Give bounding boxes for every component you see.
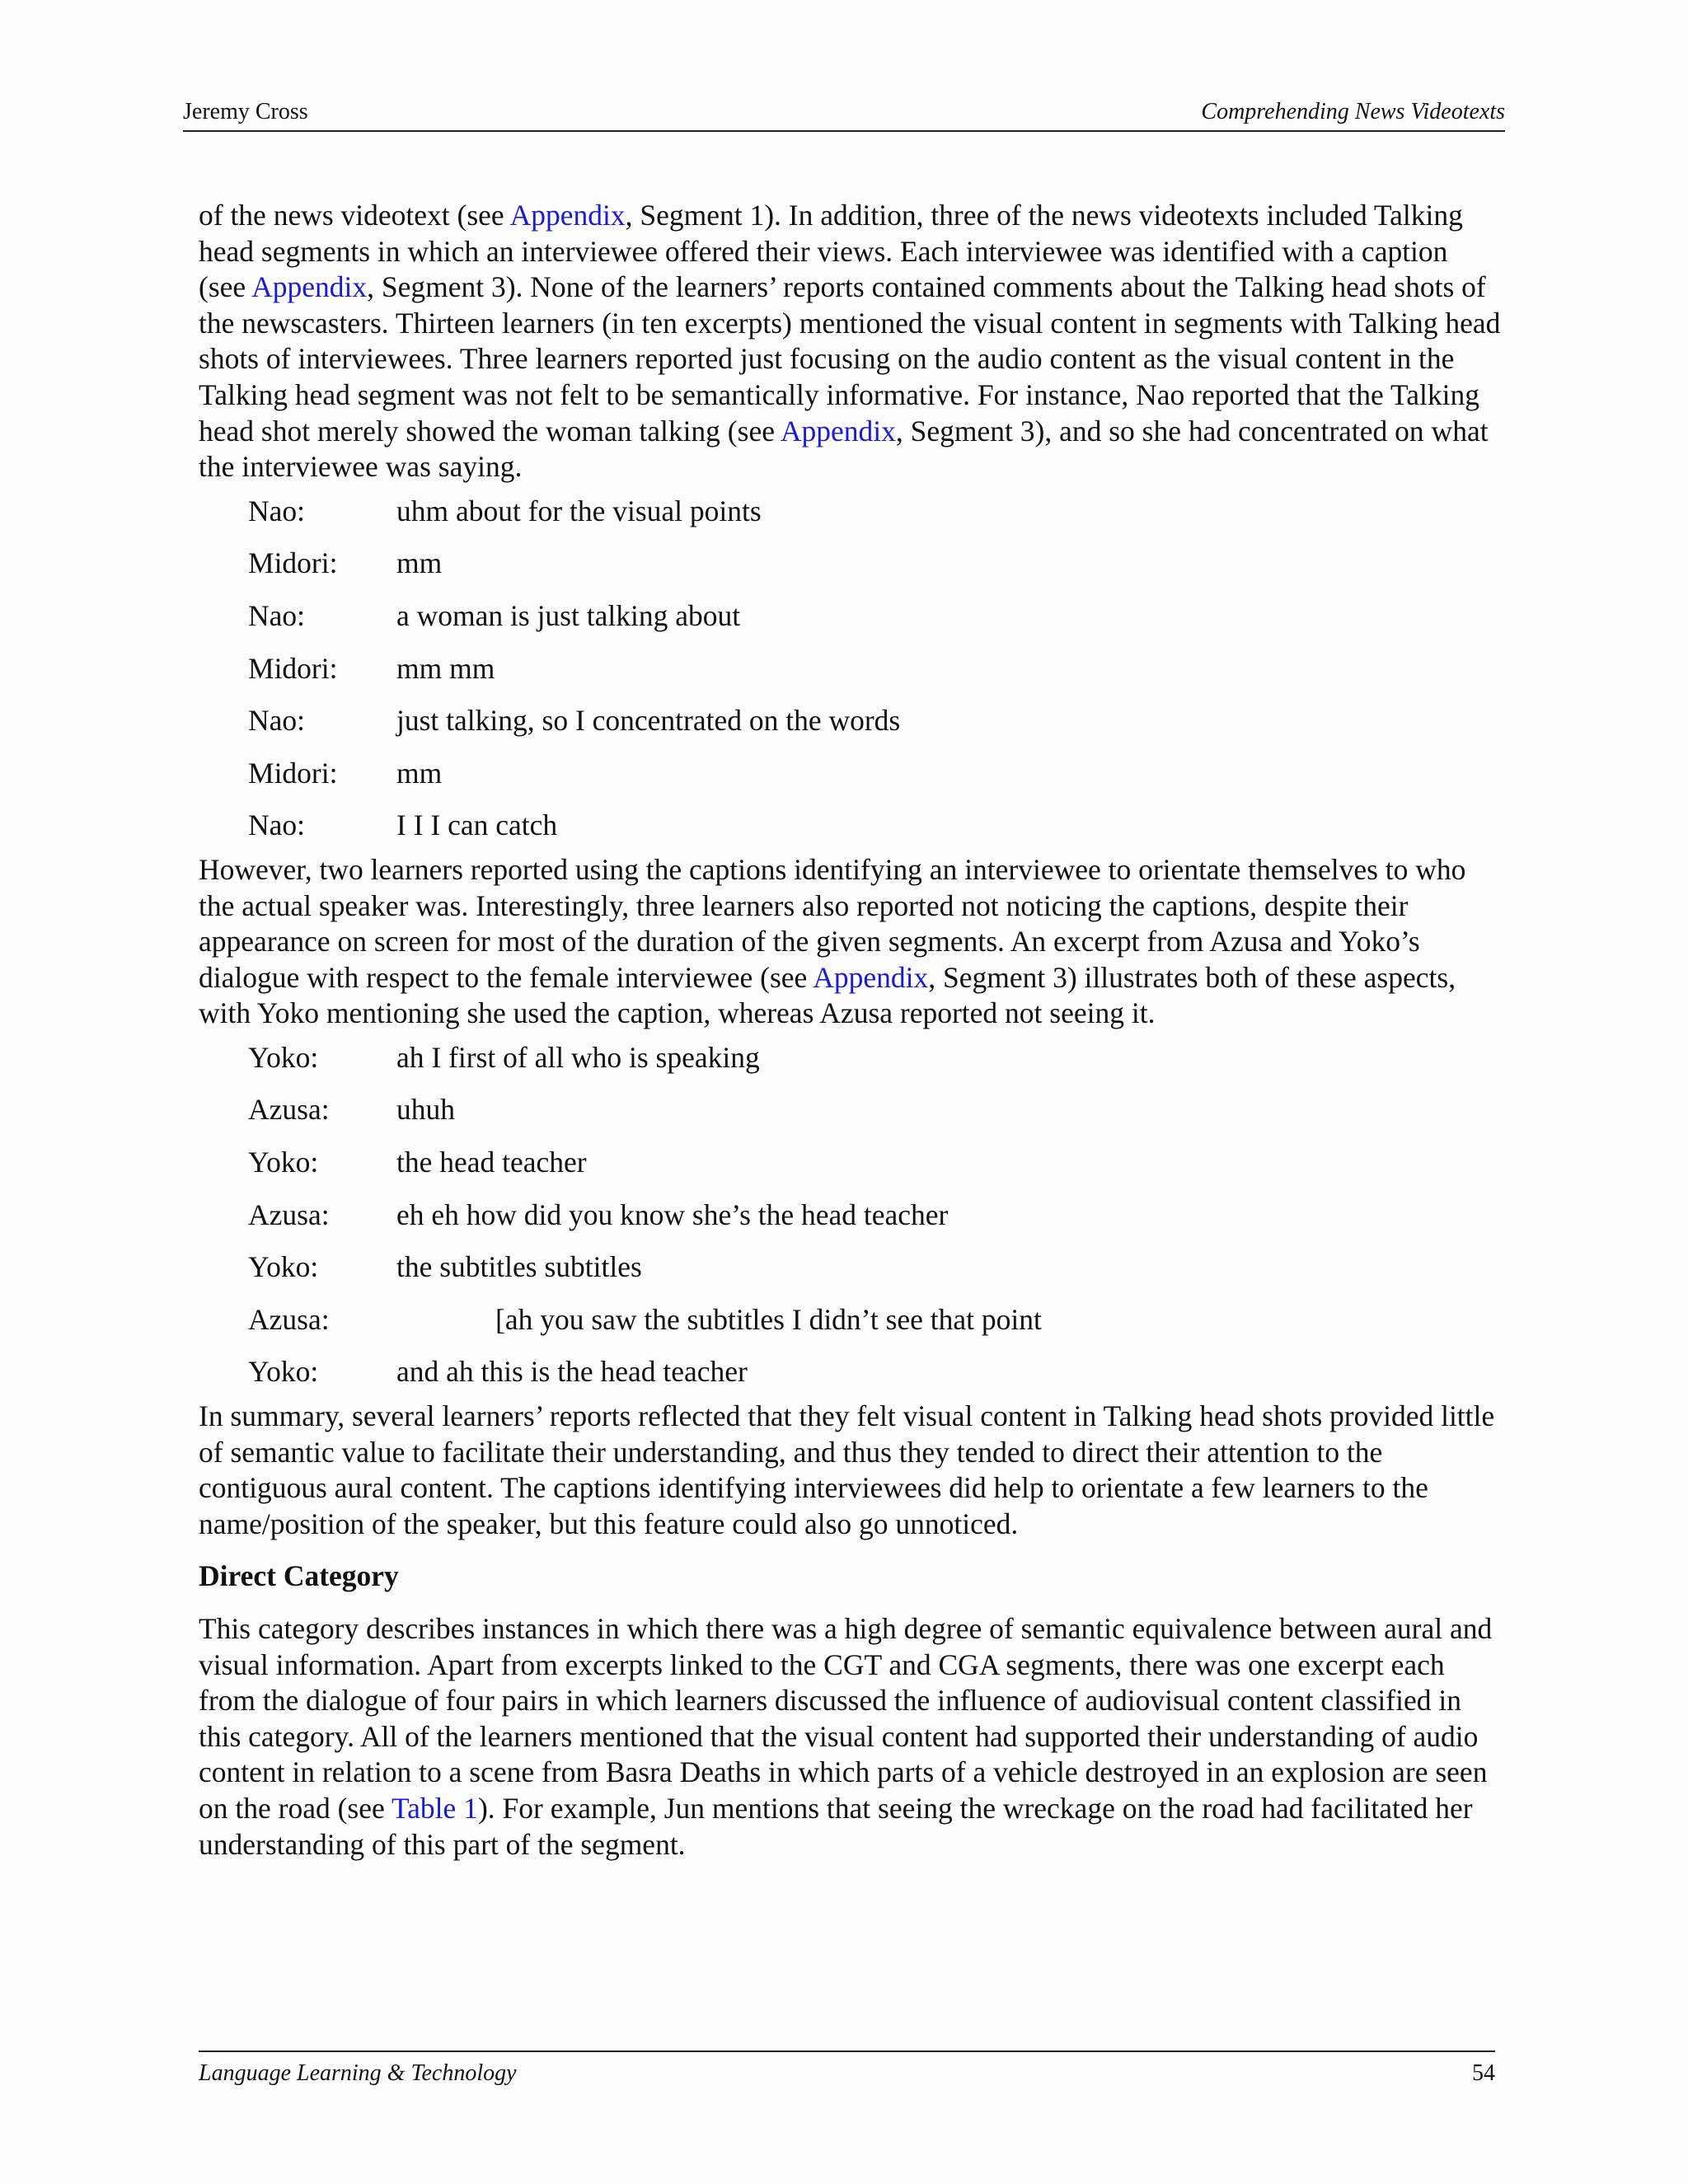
dialogue-turn	[199, 590, 1501, 643]
utterance: mm	[396, 546, 443, 580]
paragraph-2	[199, 852, 1501, 1032]
utterance: uhuh	[396, 1093, 455, 1127]
speaker-name: Azusa:	[248, 1302, 330, 1336]
utterance: mm mm	[396, 651, 495, 685]
speaker-name: Yoko:	[248, 1250, 319, 1284]
text-span: , Segment 3), and so she had concentrated on what the interviewee was saying.	[199, 414, 1489, 484]
utterance: [ah you saw the subtitles I didn’t see that point	[495, 1302, 1042, 1336]
speaker-name: Yoko:	[248, 1040, 319, 1074]
utterance: the subtitles subtitles	[396, 1250, 642, 1284]
dialogue-turn	[199, 1137, 1501, 1189]
text-span: ). For example, Jun mentions that seeing the wreckage on the road had facilitated her understanding of this part of the segment.	[199, 1791, 1473, 1861]
dialogue-turn	[199, 799, 1501, 852]
utterance: eh eh how did you know she’s the head teacher	[396, 1197, 949, 1231]
dialogue-turn	[199, 1189, 1501, 1242]
dialogue-turn	[199, 485, 1501, 538]
speaker-name: Midori:	[248, 546, 338, 580]
header-title: Comprehending News Videotexts	[1201, 99, 1505, 124]
utterance: mm	[396, 756, 443, 790]
utterance: I I I can catch	[396, 808, 558, 842]
dialogue-turn	[199, 748, 1501, 800]
speaker-name: Yoko:	[248, 1355, 319, 1389]
utterance: just talking, so I concentrated on the words	[396, 704, 901, 738]
utterance: a woman is just talking about	[396, 598, 741, 632]
page-number: 54	[1472, 2060, 1495, 2086]
paragraph-3: In summary, several learners’ reports reflected that they felt visual content in Talking head shots provided little of semantic value to facilitate their understanding, and thus they tended to direct their attention to the contiguous aural content. The captions identifying interviewees did help to orientate a few learners to the name/position of the speaker, but this feature could also go unnoticed.	[199, 1399, 1495, 1540]
speaker-name: Midori:	[248, 651, 338, 685]
appendix-link[interactable]: Appendix	[813, 960, 929, 994]
dialogue-turn	[199, 537, 1501, 590]
text-span: , Segment 3). None of the learners’ reports contained comments about the Talking head shots of the newscasters. Thirteen learners (in ten excerpts) mentioned the visual content in segments with Talking head shots of interviewees. Three learners reported just focusing on the audio content as the visual content in the Talking head segment was not felt to be semantically informative. For instance, Nao reported that the Talking head shot merely showed the woman talking (see	[199, 270, 1501, 448]
speaker-name: Yoko:	[248, 1146, 319, 1179]
dialogue-turn	[199, 1346, 1501, 1399]
speaker-name: Nao:	[248, 808, 306, 842]
speaker-name: Nao:	[248, 704, 306, 738]
utterance: ah I first of all who is speaking	[396, 1040, 760, 1074]
text-span: of the news videotext (see	[199, 199, 510, 232]
table-link[interactable]: Table 1	[391, 1791, 478, 1825]
speaker-name: Midori:	[248, 756, 338, 790]
appendix-link[interactable]: Appendix	[780, 414, 896, 448]
dialogue-turn	[199, 1032, 1501, 1085]
dialogue-yoko-azusa	[199, 1032, 1501, 1399]
text-span: , Segment 3) illustrates both of these aspects, with Yoko mentioning she used the caption, whereas Azusa reported not seeing it.	[199, 960, 1456, 1030]
appendix-link[interactable]: Appendix	[251, 270, 368, 304]
footer-journal: Language Learning & Technology	[199, 2060, 517, 2086]
speaker-name: Nao:	[248, 598, 306, 632]
page-footer	[199, 2050, 1495, 2088]
page-header	[183, 97, 1505, 132]
text-span: This category describes instances in which there was a high degree of semantic equivalence between aural and visual information. Apart from excerpts linked to the CGT and CGA segments, there was one excerpt each from the dialogue of four pairs in which learners discussed the influence of audiovisual content classified in this category. All of the learners mentioned that the visual content had supported their understanding of audio content in relation to a scene from Basra Deaths in which parts of a vehicle destroyed in an explosion are seen on the road (see	[199, 1612, 1493, 1825]
speaker-name: Azusa:	[248, 1197, 330, 1231]
utterance: and ah this is the head teacher	[396, 1355, 748, 1389]
speaker-name: Azusa:	[248, 1093, 330, 1127]
dialogue-turn	[199, 1241, 1501, 1294]
text-span: , Segment 1). In addition, three of the news videotexts included Talking head segments in which an interviewee offered their views. Each interviewee was identified with a caption (see	[199, 199, 1463, 304]
paragraph-4	[199, 1611, 1501, 1863]
appendix-link[interactable]: Appendix	[509, 199, 626, 232]
speaker-name: Nao:	[248, 494, 306, 527]
dialogue-turn	[199, 1084, 1501, 1137]
utterance: the head teacher	[396, 1146, 587, 1179]
header-author: Jeremy Cross	[183, 99, 308, 124]
text-span: However, two learners reported using the captions identifying an interviewee to orientate themselves to who the actual speaker was. Interestingly, three learners also reported not noticing the captions, despite their appearance on screen for most of the duration of the given segments. An excerpt from Azusa and Yoko’s dialogue with respect to the female interviewee (see	[199, 852, 1466, 994]
dialogue-turn	[199, 695, 1501, 748]
paragraph-1	[199, 198, 1501, 485]
dialogue-turn	[199, 643, 1501, 696]
utterance: uhm about for the visual points	[396, 494, 762, 527]
dialogue-nao-midori	[199, 485, 1501, 852]
article-body	[199, 198, 1501, 1863]
section-heading: Direct Category	[199, 1559, 399, 1593]
dialogue-turn	[199, 1294, 1501, 1347]
